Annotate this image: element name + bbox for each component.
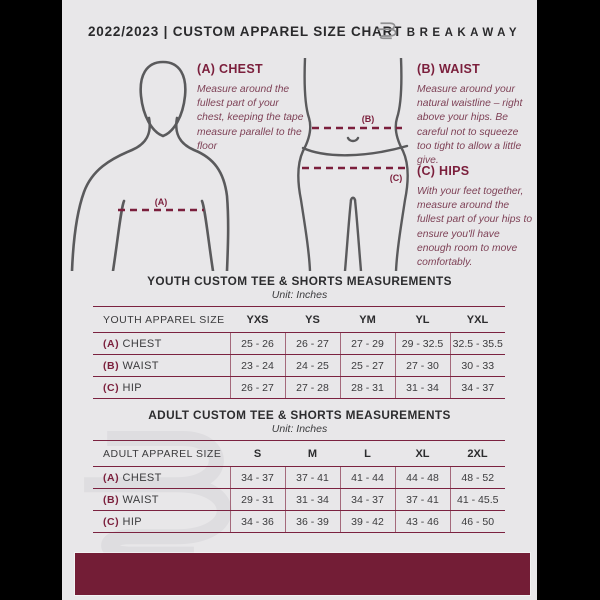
table-row [93, 467, 505, 489]
adult-section-unit: Unit: Inches [271, 423, 328, 435]
youth-hip-yxs: 26 - 27 [230, 377, 285, 399]
youth-waist-ys: 24 - 25 [285, 355, 340, 377]
row-key: (B) [103, 493, 120, 506]
adult-hip-2xl: 46 - 50 [450, 511, 505, 533]
adult-chest-xl: 44 - 48 [395, 467, 450, 489]
adult-hip-l: 39 - 42 [340, 511, 395, 533]
youth-waist-yxl: 30 - 33 [450, 355, 505, 377]
youth-size-table [93, 306, 505, 399]
waist-instructions [417, 62, 533, 168]
adult-waist-l: 34 - 37 [340, 489, 395, 511]
row-key: (A) [103, 471, 120, 484]
table-row [93, 511, 505, 533]
brand-name: BREAKAWAY [406, 26, 521, 39]
adult-size-col-m: M [285, 441, 340, 467]
youth-chest-yxl: 32.5 - 35.5 [450, 333, 505, 355]
youth-size-col-ys: YS [285, 307, 340, 333]
adult-chest-m: 37 - 41 [285, 467, 340, 489]
adult-size-col-l: L [340, 441, 395, 467]
adult-waist-2xl: 41 - 45.5 [450, 489, 505, 511]
youth-chest-ym: 27 - 29 [340, 333, 395, 355]
adult-waist-xl: 37 - 41 [395, 489, 450, 511]
waist-description: Measure around your natural waistline – right above your hips. Be careful not to squeeze too tight to allow a little give. [417, 84, 523, 167]
youth-chest-ys: 26 - 27 [285, 333, 340, 355]
adult-hip-m: 36 - 39 [285, 511, 340, 533]
waist-heading: (B) WAIST [417, 62, 481, 76]
youth-chest-yl: 29 - 32.5 [395, 333, 450, 355]
row-key: (C) [103, 381, 120, 394]
chest-line-label: (A) [154, 197, 168, 207]
adult-size-col-xl: XL [395, 441, 450, 467]
adult-section-title: ADULT CUSTOM TEE & SHORTS MEASUREMENTS [148, 408, 451, 422]
table-row [93, 377, 505, 399]
lower-body-diagram [280, 58, 410, 276]
youth-waist-yl: 27 - 30 [395, 355, 450, 377]
adult-table-header-label: ADULT APPAREL SIZE [93, 441, 230, 467]
hips-instructions [417, 164, 533, 270]
breakaway-logo-icon [376, 18, 400, 47]
row-label: HIP [122, 515, 143, 528]
adult-table-header-row [93, 441, 505, 467]
table-row [93, 489, 505, 511]
adult-chest-s: 34 - 37 [230, 467, 285, 489]
chest-description: Measure around the fullest part of your chest, keeping the tape measure parallel to the floor [197, 84, 304, 152]
table-row [93, 333, 505, 355]
page-title: 2022/2023 | CUSTOM APPAREL SIZE CHART [88, 24, 403, 39]
size-chart-page [62, 0, 537, 600]
youth-table-header-label: YOUTH APPAREL SIZE [93, 307, 230, 333]
waist-line-label: (B) [361, 114, 375, 124]
adult-chest-l: 41 - 44 [340, 467, 395, 489]
hips-heading: (C) HIPS [417, 164, 470, 178]
row-label: HIP [122, 381, 143, 394]
adult-size-col-s: S [230, 441, 285, 467]
row-label: CHEST [122, 471, 162, 484]
youth-size-col-yxs: YXS [230, 307, 285, 333]
youth-hip-ym: 28 - 31 [340, 377, 395, 399]
row-label: WAIST [122, 359, 159, 372]
youth-hip-yxl: 34 - 37 [450, 377, 505, 399]
youth-chest-yxs: 25 - 26 [230, 333, 285, 355]
chest-heading: (A) CHEST [197, 62, 263, 76]
adult-chest-2xl: 48 - 52 [450, 467, 505, 489]
youth-size-col-yxl: YXL [450, 307, 505, 333]
footer-accent-bar [75, 553, 530, 595]
row-key: (C) [103, 515, 120, 528]
row-key: (A) [103, 337, 120, 350]
table-row [93, 355, 505, 377]
row-key: (B) [103, 359, 120, 372]
row-label: CHEST [122, 337, 162, 350]
hips-description: With your feet together, measure around the fullest part of your hips to ensure you'll have enough room to move comfortably. [417, 186, 533, 269]
youth-size-col-yl: YL [395, 307, 450, 333]
brand-lockup [376, 18, 521, 47]
adult-hip-xl: 43 - 46 [395, 511, 450, 533]
youth-hip-ys: 27 - 28 [285, 377, 340, 399]
adult-waist-s: 29 - 31 [230, 489, 285, 511]
adult-size-table [93, 440, 505, 533]
hips-line-label: (C) [389, 173, 403, 183]
youth-waist-ym: 25 - 27 [340, 355, 395, 377]
youth-hip-yl: 31 - 34 [395, 377, 450, 399]
lower-body-outline [298, 58, 408, 271]
youth-waist-yxs: 23 - 24 [230, 355, 285, 377]
adult-waist-m: 31 - 34 [285, 489, 340, 511]
adult-size-col-2xl: 2XL [450, 441, 505, 467]
row-label: WAIST [122, 493, 159, 506]
youth-section-unit: Unit: Inches [271, 289, 328, 301]
adult-hip-s: 34 - 36 [230, 511, 285, 533]
youth-size-col-ym: YM [340, 307, 395, 333]
youth-table-header-row [93, 307, 505, 333]
youth-section-title: YOUTH CUSTOM TEE & SHORTS MEASUREMENTS [147, 274, 452, 288]
